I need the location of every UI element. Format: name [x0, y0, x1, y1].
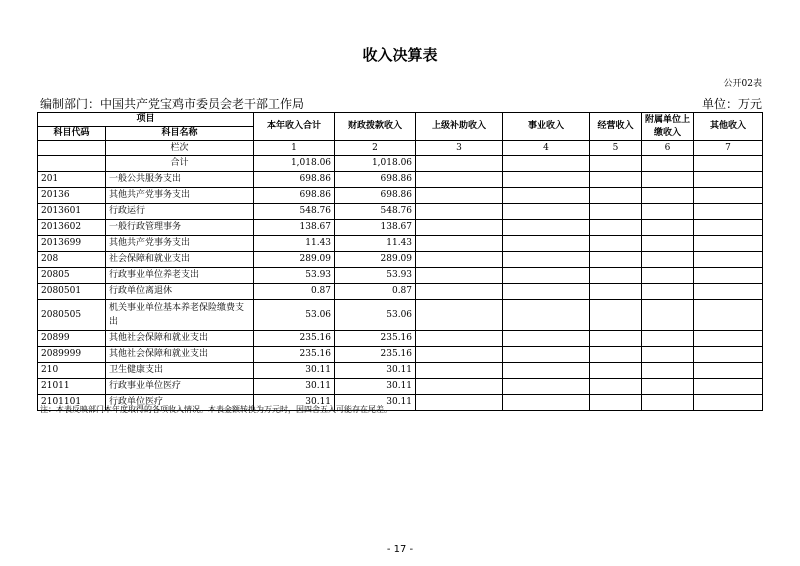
- table-row: [38, 379, 763, 395]
- cell: [694, 347, 763, 363]
- total-income-value: 289.09: [254, 252, 335, 268]
- department-label: 编制部门：中国共产党宝鸡市委员会老干部工作局: [40, 97, 305, 111]
- subject-code: 2080501: [38, 284, 106, 300]
- subject-code: 20136: [38, 188, 106, 204]
- cell: [590, 220, 642, 236]
- total-income-value: 30.11: [254, 363, 335, 379]
- fiscal-value: 30.11: [335, 379, 416, 395]
- subject-code: 20805: [38, 268, 106, 284]
- cell: [416, 220, 503, 236]
- header-upper-subsidy: 上级补助收入: [416, 113, 503, 141]
- table-row: [38, 236, 763, 252]
- header-other: 其他收入: [694, 113, 763, 141]
- cell: [503, 252, 590, 268]
- subject-code: 2089999: [38, 347, 106, 363]
- fiscal-value: 698.86: [335, 172, 416, 188]
- subject-code: 2013602: [38, 220, 106, 236]
- subject-code: 210: [38, 363, 106, 379]
- cell: [503, 188, 590, 204]
- cell: [694, 379, 763, 395]
- cell: [642, 379, 694, 395]
- cell: [416, 284, 503, 300]
- header-affiliated: 附属单位上缴收入: [642, 113, 694, 141]
- header-item: 项目: [38, 113, 254, 127]
- total-income-value: 235.16: [254, 331, 335, 347]
- table-row: [38, 347, 763, 363]
- table-row: [38, 252, 763, 268]
- total-income-value: 235.16: [254, 347, 335, 363]
- cell: [416, 236, 503, 252]
- column-number-row: [38, 141, 763, 156]
- cell: [503, 236, 590, 252]
- fiscal-value: 138.67: [335, 220, 416, 236]
- subject-name: 一般公共服务支出: [106, 172, 254, 188]
- cell: [642, 395, 694, 411]
- cell: [416, 300, 503, 331]
- unit-label: 单位：万元: [701, 97, 762, 111]
- cell: [416, 204, 503, 220]
- subject-code: 201: [38, 172, 106, 188]
- subject-name: 其他社会保障和就业支出: [106, 347, 254, 363]
- total-income-value: 11.43: [254, 236, 335, 252]
- total-row: [38, 156, 763, 172]
- cell: [416, 252, 503, 268]
- subject-code: 20899: [38, 331, 106, 347]
- cell: [38, 141, 106, 156]
- total-income-value: 698.86: [254, 172, 335, 188]
- subject-code: 2013601: [38, 204, 106, 220]
- cell: [503, 300, 590, 331]
- cell: [694, 172, 763, 188]
- column-number: 2: [335, 141, 416, 156]
- cell: [503, 284, 590, 300]
- cell: [38, 156, 106, 172]
- total-income-value: 698.86: [254, 188, 335, 204]
- fiscal-value: 235.16: [335, 347, 416, 363]
- total-income-value: 53.06: [254, 300, 335, 331]
- cell: [694, 300, 763, 331]
- page-number: - 17 -: [386, 544, 414, 555]
- table-row: [38, 363, 763, 379]
- cell: [503, 204, 590, 220]
- column-number: 4: [503, 141, 590, 156]
- fiscal-value: 53.06: [335, 300, 416, 331]
- cell: [590, 395, 642, 411]
- subject-name: 其他共产党事务支出: [106, 188, 254, 204]
- subject-name: 其他社会保障和就业支出: [106, 331, 254, 347]
- total-fiscal-value: 1,018.06: [335, 156, 416, 172]
- cell: [694, 284, 763, 300]
- cell: [642, 284, 694, 300]
- cell: [503, 156, 590, 172]
- fiscal-value: 11.43: [335, 236, 416, 252]
- cell: [503, 347, 590, 363]
- table-row: [38, 300, 763, 331]
- cell: [694, 268, 763, 284]
- cell: [642, 156, 694, 172]
- subject-code: 2013699: [38, 236, 106, 252]
- subject-name: 一般行政管理事务: [106, 220, 254, 236]
- header-name: 科目名称: [106, 127, 254, 141]
- cell: [642, 331, 694, 347]
- cell: [503, 363, 590, 379]
- cell: [416, 395, 503, 411]
- cell: [642, 172, 694, 188]
- subject-name: 行政事业单位医疗: [106, 379, 254, 395]
- total-income-value: 1,018.06: [254, 156, 335, 172]
- cell: [590, 156, 642, 172]
- header-total-income: 本年收入合计: [254, 113, 335, 141]
- cell: [642, 252, 694, 268]
- fiscal-value: 30.11: [335, 363, 416, 379]
- table-row: [38, 172, 763, 188]
- cell: [694, 252, 763, 268]
- cell: [590, 300, 642, 331]
- subject-name: 卫生健康支出: [106, 363, 254, 379]
- cell: [416, 379, 503, 395]
- header-code: 科目代码: [38, 127, 106, 141]
- column-number: 6: [642, 141, 694, 156]
- cell: [694, 331, 763, 347]
- subject-name: 机关事业单位基本养老保险缴费支出: [106, 300, 254, 331]
- subject-name: 社会保障和就业支出: [106, 252, 254, 268]
- total-label: 合计: [106, 156, 254, 172]
- total-income-value: 138.67: [254, 220, 335, 236]
- cell: [590, 268, 642, 284]
- subject-code: 208: [38, 252, 106, 268]
- page-title: 收入决算表: [362, 46, 438, 64]
- cell: [694, 236, 763, 252]
- column-label: 栏次: [106, 141, 254, 156]
- column-number: 3: [416, 141, 503, 156]
- subject-name: 行政运行: [106, 204, 254, 220]
- fiscal-value: 0.87: [335, 284, 416, 300]
- cell: [503, 220, 590, 236]
- table-row: [38, 268, 763, 284]
- cell: [694, 204, 763, 220]
- total-income-value: 0.87: [254, 284, 335, 300]
- cell: [590, 347, 642, 363]
- cell: [590, 284, 642, 300]
- subject-code: 21011: [38, 379, 106, 395]
- total-income-value: 548.76: [254, 204, 335, 220]
- fiscal-value: 548.76: [335, 204, 416, 220]
- fiscal-value: 235.16: [335, 331, 416, 347]
- cell: [590, 363, 642, 379]
- form-code: 公开02表: [723, 79, 762, 89]
- header-business: 事业收入: [503, 113, 590, 141]
- income-table: [37, 112, 763, 411]
- cell: [642, 236, 694, 252]
- cell: [694, 156, 763, 172]
- cell: [416, 156, 503, 172]
- cell: [503, 395, 590, 411]
- cell: [642, 268, 694, 284]
- cell: [590, 236, 642, 252]
- table-row: [38, 331, 763, 347]
- cell: [590, 188, 642, 204]
- footnote: 注：本表反映部门本年度取得的各项收入情况。本表金额转换为万元时，因四舍五入可能存在尾差。: [40, 405, 392, 414]
- cell: [416, 363, 503, 379]
- fiscal-value: 30.11: [335, 395, 416, 411]
- total-income-value: 30.11: [254, 395, 335, 411]
- cell: [416, 347, 503, 363]
- cell: [590, 331, 642, 347]
- cell: [590, 252, 642, 268]
- table-row: [38, 284, 763, 300]
- total-income-value: 53.93: [254, 268, 335, 284]
- fiscal-value: 698.86: [335, 188, 416, 204]
- fiscal-value: 289.09: [335, 252, 416, 268]
- cell: [590, 204, 642, 220]
- column-number: 1: [254, 141, 335, 156]
- cell: [642, 220, 694, 236]
- cell: [503, 172, 590, 188]
- cell: [416, 268, 503, 284]
- cell: [694, 188, 763, 204]
- fiscal-value: 53.93: [335, 268, 416, 284]
- cell: [503, 331, 590, 347]
- cell: [416, 172, 503, 188]
- column-number: 5: [590, 141, 642, 156]
- subject-name: 行政单位离退休: [106, 284, 254, 300]
- cell: [416, 188, 503, 204]
- table-row: [38, 220, 763, 236]
- cell: [642, 300, 694, 331]
- subject-code: 2080505: [38, 300, 106, 331]
- cell: [590, 172, 642, 188]
- cell: [416, 331, 503, 347]
- cell: [694, 395, 763, 411]
- subject-code: 2101101: [38, 395, 106, 411]
- cell: [694, 220, 763, 236]
- cell: [503, 379, 590, 395]
- cell: [642, 204, 694, 220]
- cell: [503, 268, 590, 284]
- subject-name: 其他共产党事务支出: [106, 236, 254, 252]
- table-row: [38, 188, 763, 204]
- header-fiscal: 财政拨款收入: [335, 113, 416, 141]
- header-operating: 经营收入: [590, 113, 642, 141]
- subject-name: 行政事业单位养老支出: [106, 268, 254, 284]
- subject-name: 行政单位医疗: [106, 395, 254, 411]
- cell: [642, 188, 694, 204]
- cell: [590, 379, 642, 395]
- cell: [642, 363, 694, 379]
- table-row: [38, 204, 763, 220]
- total-income-value: 30.11: [254, 379, 335, 395]
- cell: [642, 347, 694, 363]
- column-number: 7: [694, 141, 763, 156]
- cell: [694, 363, 763, 379]
